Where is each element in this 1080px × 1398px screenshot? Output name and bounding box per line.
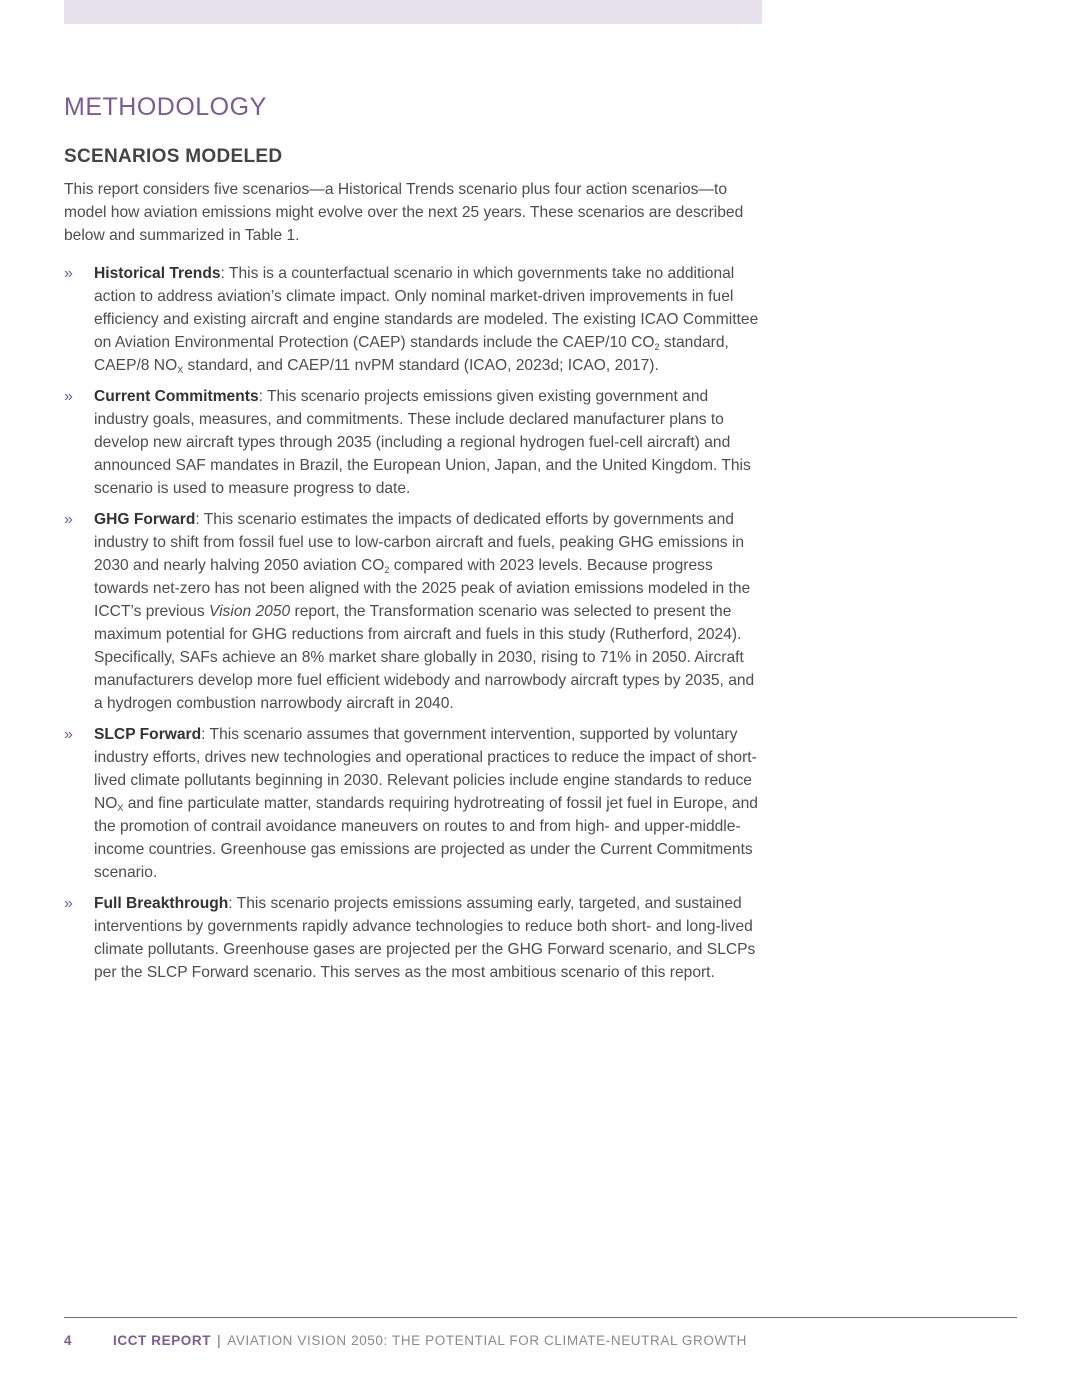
scenario-text: : This scenario projects emissions given existing government and industry goals, measures, and commitments. These include declared manufacturer plans to develop new aircraft types through 2035 (including a regional hydrogen fuel-cell aircraft) and announced SAF mandates in Brazil, the European Union, Japan, and the United Kingdom. This scenario is used to measure progress to date. xyxy=(94,388,751,497)
subscript: 2 xyxy=(384,565,390,575)
chevron-bullet-icon: » xyxy=(64,511,73,528)
scenario-full-breakthrough xyxy=(64,892,764,984)
chevron-bullet-icon: » xyxy=(64,388,73,405)
scenario-historical-trends xyxy=(64,262,764,377)
scenario-name: Full Breakthrough xyxy=(94,895,229,912)
section-title: METHODOLOGY xyxy=(64,93,267,121)
subscript: 2 xyxy=(654,342,660,352)
subscript: X xyxy=(177,365,184,375)
scenario-text: : This scenario projects emissions assuming early, targeted, and sustained interventions by governments rapidly advance technologies to reduce both short- and long-lived climate pollutants. Greenhouse gases are projected per the GHG Forward scenario, and SLCPs per the SLCP Forward scenario. This serves as the most ambitious scenario of this report. xyxy=(94,895,756,981)
scenario-text: standard, and CAEP/11 nvPM standard (ICAO, 2023d; ICAO, 2017). xyxy=(183,357,659,374)
report-title-italic: Vision 2050 xyxy=(208,603,291,620)
scenario-current-commitments xyxy=(64,385,764,500)
scenario-slcp-forward xyxy=(64,723,764,884)
page-number: 4 xyxy=(64,1333,73,1348)
chevron-bullet-icon: » xyxy=(64,726,73,743)
scenario-text: standard, CAEP/8 NO xyxy=(94,334,729,374)
body-content xyxy=(64,178,764,992)
page-footer xyxy=(64,1332,747,1350)
scenario-text: : This is a counterfactual scenario in which governments take no additional action to address aviation’s climate impact. Only nominal market-driven improvements in fuel efficiency and existing aircraft and engine standards are modeled. The existing ICAO Committee on Aviation Environmental Protection (CAEP) standards include the CAEP/10 CO xyxy=(94,265,759,351)
scenario-text: : This scenario estimates the impacts of dedicated efforts by governments and industry to shift from fossil fuel use to low-carbon aircraft and fuels, peaking GHG emissions in 2030 and nearly halving 2050 aviation CO xyxy=(94,511,745,574)
subsection-title: SCENARIOS MODELED xyxy=(64,146,283,167)
footer-report-title: AVIATION VISION 2050: THE POTENTIAL FOR CLIMATE-NEUTRAL GROWTH xyxy=(227,1333,747,1348)
scenario-text: : This scenario assumes that government intervention, supported by voluntary industry efforts, drives new technologies and operational practices to reduce the impact of short-lived climate pollutants beginning in 2030. Relevant policies include engine standards to reduce NO xyxy=(94,726,757,812)
chevron-bullet-icon: » xyxy=(64,895,73,912)
scenario-text: report, the Transformation scenario was selected to present the maximum potential for GHG reductions from aircraft and fuels in this study (Rutherford, 2024). Specifically, SAFs achieve an 8% market share globally in 2030, rising to 71% in 2050. Aircraft manufacturers develop more fuel efficient widebody and narrowbody aircraft types by 2035, and a hydrogen combustion narrowbody aircraft in 2040. xyxy=(94,603,755,712)
scenario-ghg-forward xyxy=(64,508,764,715)
scenario-name: SLCP Forward xyxy=(94,726,202,743)
footer-divider xyxy=(64,1317,1017,1318)
top-banner-band xyxy=(64,0,762,24)
scenario-name: GHG Forward xyxy=(94,511,196,528)
intro-paragraph: This report considers five scenarios—a Historical Trends scenario plus four action scenarios—to model how aviation emissions might evolve over the next 25 years. These scenarios are described below and summarized in Table 1. xyxy=(64,181,744,244)
scenario-name: Current Commitments xyxy=(94,388,259,405)
subscript: X xyxy=(117,803,124,813)
footer-separator: | xyxy=(217,1333,222,1348)
scenario-text: and fine particulate matter, standards requiring hydrotreating of fossil jet fuel in Europe, and the promotion of contrail avoidance maneuvers on routes to and from high- and upper-middle-income countries. Greenhouse gas emissions are projected as under the Current Commitments scenario. xyxy=(94,795,758,881)
scenario-text: compared with 2023 levels. Because progress towards net-zero has not been aligned with the 2025 peak of aviation emissions modeled in the ICCT’s previous xyxy=(94,557,751,620)
scenario-name: Historical Trends xyxy=(94,265,221,282)
chevron-bullet-icon: » xyxy=(64,265,73,282)
scenario-list xyxy=(64,262,764,984)
footer-brand: ICCT REPORT xyxy=(113,1333,212,1348)
